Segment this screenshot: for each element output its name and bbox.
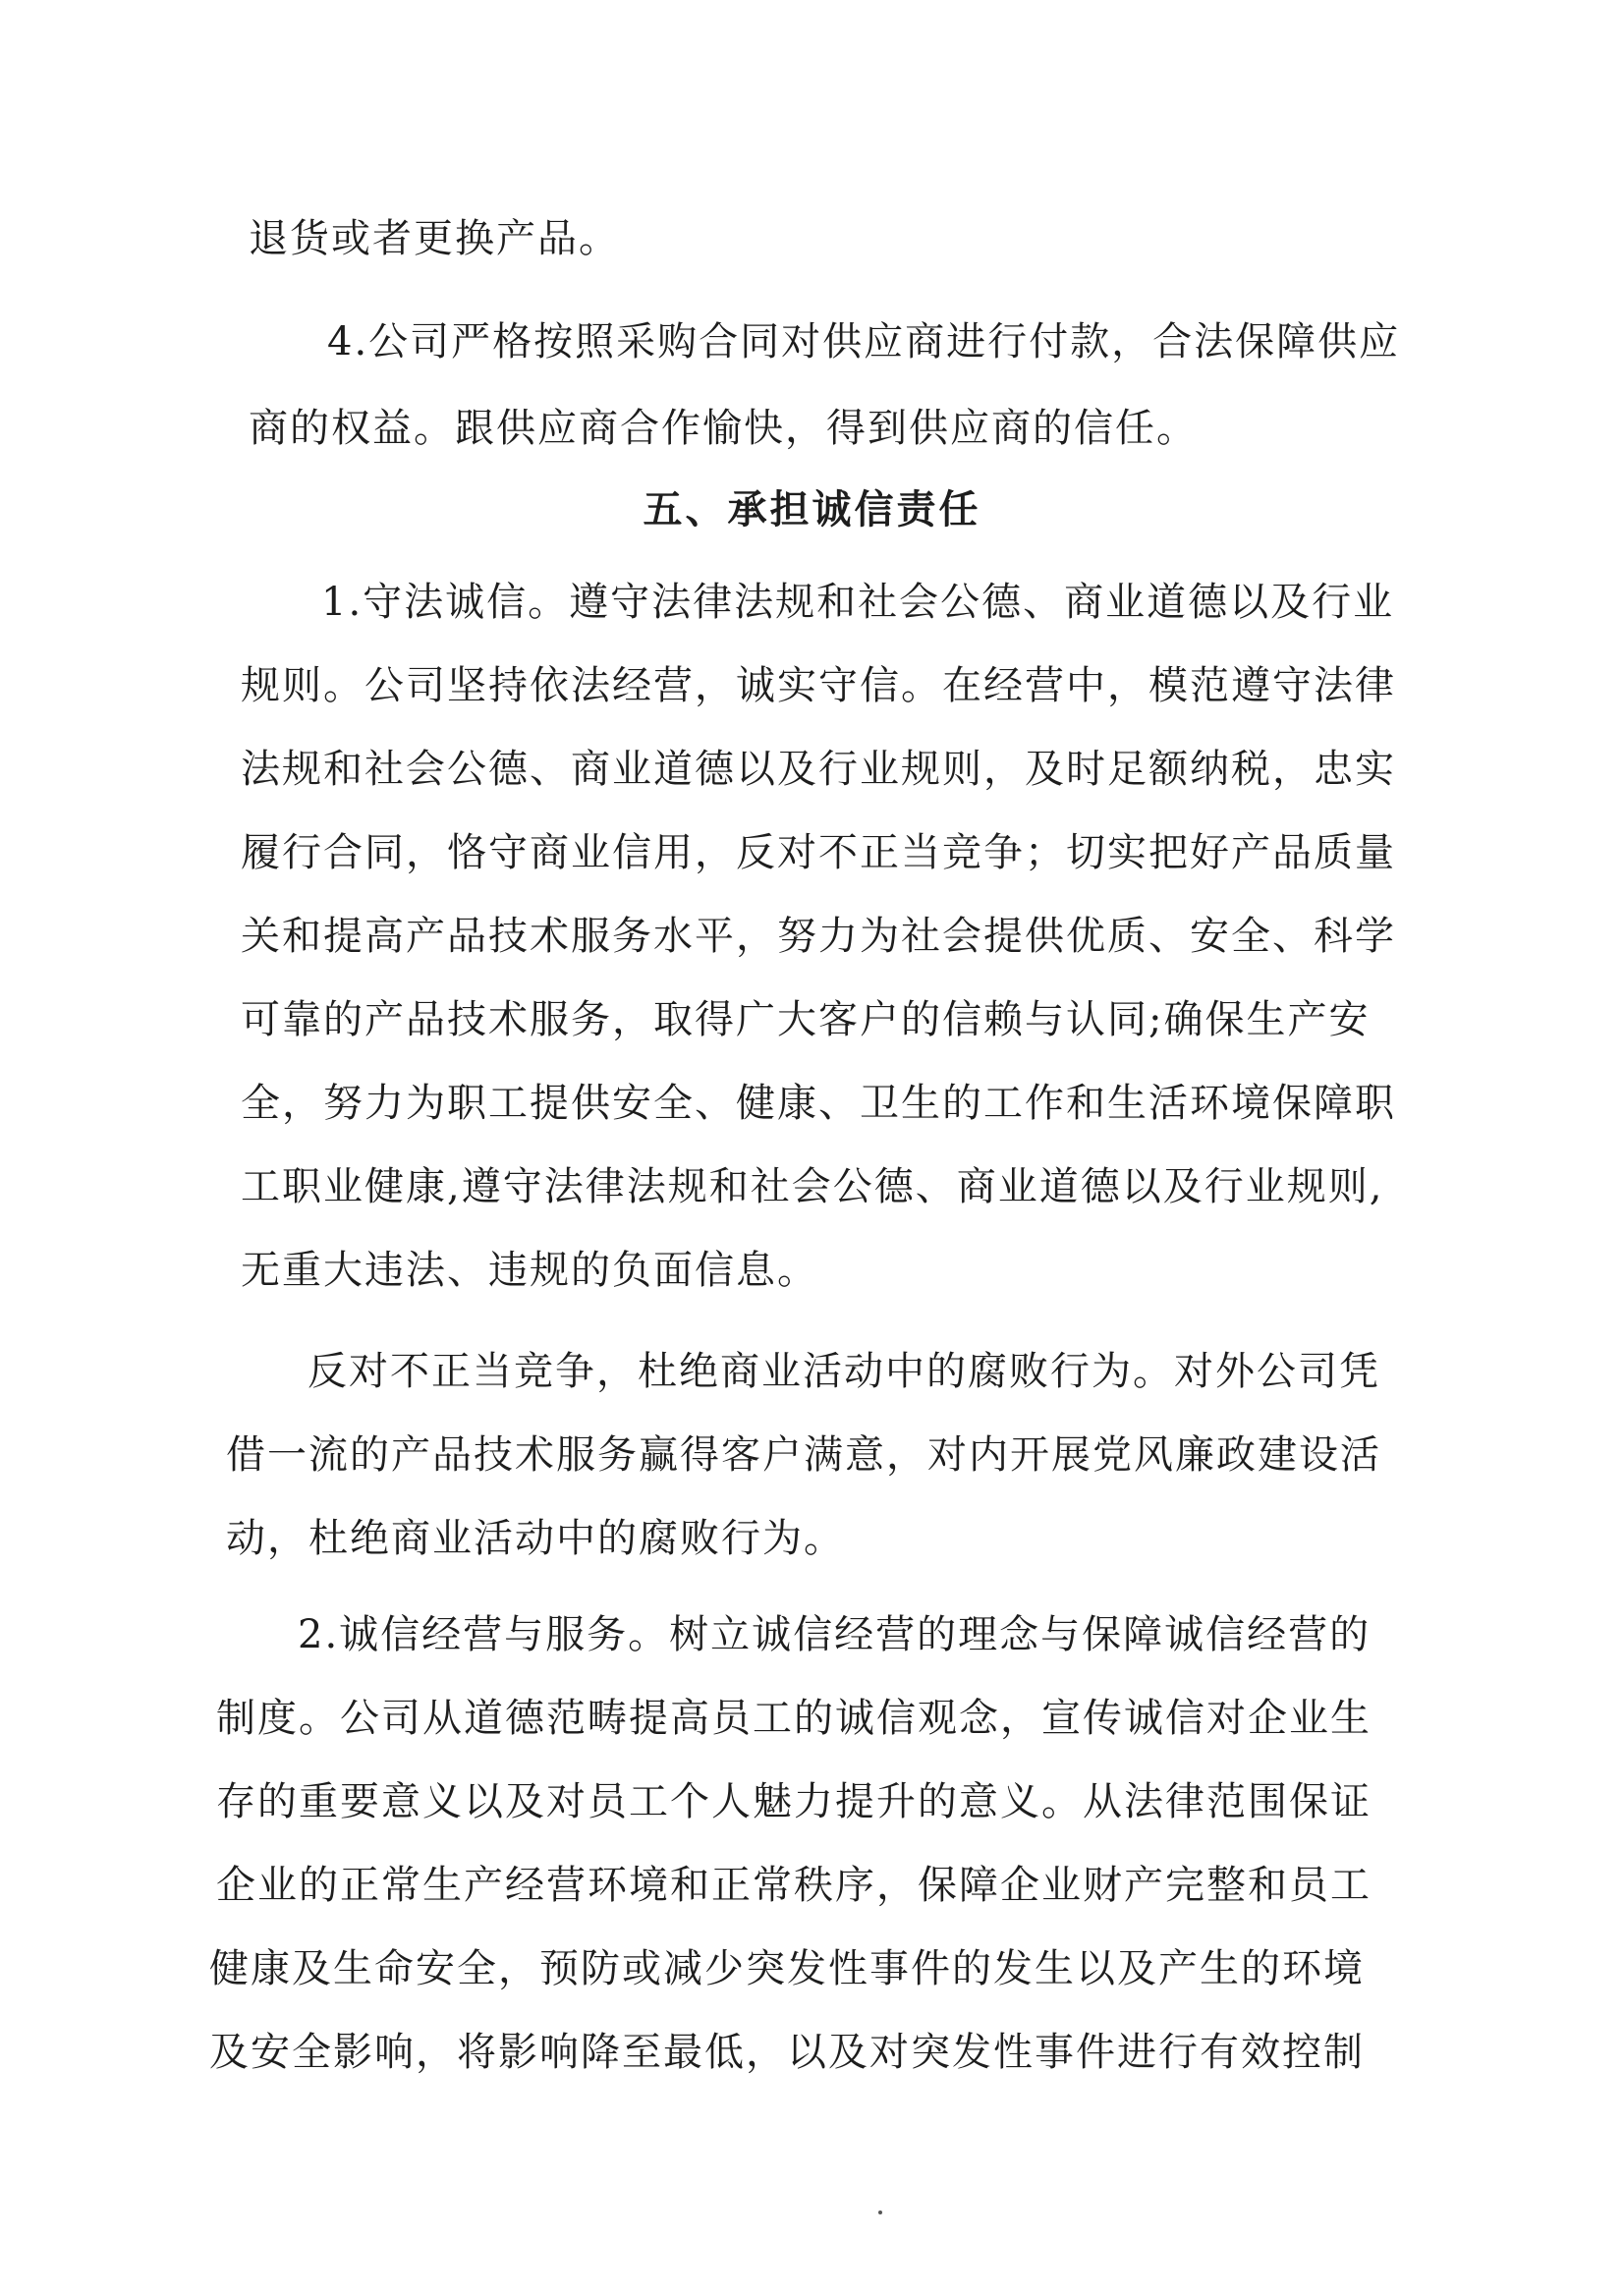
text-line-12: 无重大违法、违规的负面信息。 [241,1248,818,1293]
text-line-7: 履行合同，恪守商业信用，反对不正当竞争；切实把好产品质量 [241,830,1396,875]
text-line-9: 可靠的产品技术服务，取得广大客户的信赖与认同;确保生产安 [241,997,1371,1042]
text-line-8: 关和提高产品技术服务水平，努力为社会提供优质、安全、科学 [241,914,1396,959]
scan-speck [878,2211,882,2214]
text-line-14: 借一流的产品技术服务赢得客户满意，对内开展党风廉政建设活 [226,1432,1381,1478]
text-line-2: 4.公司严格按照采购合同对供应商进行付款，合法保障供应 [327,319,1401,364]
text-line-11: 工职业健康,遵守法律法规和社会公德、商业道德以及行业规则, [241,1164,1384,1209]
text-line-17: 制度。公司从道德范畴提高员工的诚信观念，宣传诚信对企业生 [216,1696,1372,1741]
text-line-4: 1.守法诚信。遵守法律法规和社会公德、商业道德以及行业 [321,580,1395,625]
text-line-10: 全，努力为职工提供安全、健康、卫生的工作和生活环境保障职 [241,1081,1396,1126]
text-line-19: 企业的正常生产经营环境和正常秩序，保障企业财产完整和员工 [216,1863,1372,1908]
text-line-3: 商的权益。跟供应商合作愉快，得到供应商的信任。 [249,406,1198,451]
text-line-5: 规则。公司坚持依法经营，诚实守信。在经营中，模范遵守法律 [241,663,1396,708]
text-line-20: 健康及生命安全，预防或减少突发性事件的发生以及产生的环境 [209,1946,1365,1991]
text-line-13: 反对不正当竞争，杜绝商业活动中的腐败行为。对外公司凭 [308,1349,1380,1394]
text-line-18: 存的重要意义以及对员工个人魅力提升的意义。从法律范围保证 [216,1779,1372,1824]
text-line-21: 及安全影响，将影响降至最低，以及对突发性事件进行有效控制 [209,2030,1365,2075]
text-line-15: 动，杜绝商业活动中的腐败行为。 [226,1516,845,1561]
text-line-6: 法规和社会公德、商业道德以及行业规则，及时足额纳税，忠实 [241,747,1396,792]
text-line-16: 2.诚信经营与服务。树立诚信经营的理念与保障诚信经营的 [298,1612,1372,1657]
text-line-1: 退货或者更换产品。 [249,216,620,261]
section-heading: 五、承担诚信责任 [643,486,981,532]
